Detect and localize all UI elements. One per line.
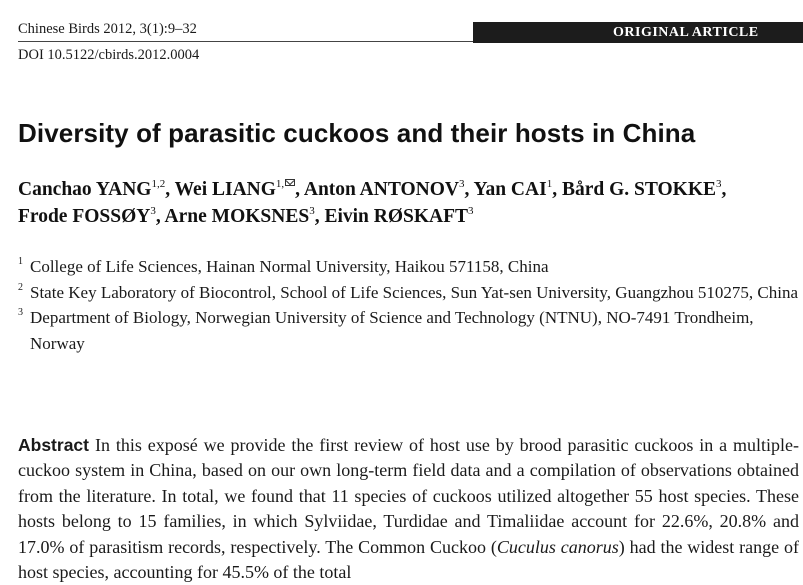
- affiliation-item: [18, 280, 803, 306]
- abstract-text: ) had the widest range of host species, accounting for 45.5% of the total: [18, 536, 799, 583]
- author-name: Wei LIANG: [174, 179, 276, 200]
- species-name: Cuculus canorus: [496, 536, 619, 557]
- author-affiliation-ref: 3: [459, 178, 465, 190]
- author-separator: ,: [721, 179, 727, 200]
- author-affiliation-ref: 3: [150, 205, 156, 217]
- affiliation-text: College of Life Sciences, Hainan Normal University, Haikou 571158, China: [30, 257, 549, 276]
- author-separator: ,: [155, 206, 165, 227]
- journal-citation: Chinese Birds 2012, 3(1):9–32: [18, 21, 197, 37]
- article-title: Diversity of parasitic cuckoos and their hosts in China: [18, 118, 696, 148]
- affiliation-number: 2: [18, 281, 23, 293]
- header-rule: [18, 41, 474, 42]
- abstract: [18, 433, 799, 585]
- author-affiliation-ref: 1: [546, 178, 553, 190]
- author-name: Yan CAI: [473, 179, 547, 200]
- author-separator: ,: [295, 179, 304, 200]
- abstract-text: In this exposé we provide the first review of host use by brood parasitic cuckoos in a multiple-cuckoo system in China, based on our own long-term field data and a compilation of observations obtained from the literature. In total, we found that 11 species of cuckoos utilized altogether 55 host species. These hosts belong to 15 families, in which Sylviidae, Turdidae and Timaliidae account for 22.6%, 20.8% and 17.0% of parasitism records, respectively. The Common Cuckoo (: [18, 435, 799, 557]
- author-affiliation-ref: 3: [468, 205, 474, 217]
- affiliation-text: Department of Biology, Norwegian University of Science and Technology (NTNU), NO-7491 Trondheim, Norway: [30, 308, 754, 353]
- affiliation-number: 1: [18, 256, 23, 267]
- author-list: [18, 176, 803, 230]
- author-separator: ,: [552, 179, 562, 200]
- doi[interactable]: DOI 10.5122/cbirds.2012.0004: [18, 47, 200, 63]
- author-name: Eivin RØSKAFT: [324, 206, 469, 227]
- author-separator: ,: [464, 179, 474, 200]
- affiliation-list: [18, 254, 803, 356]
- author-affiliation-ref: 3: [309, 205, 315, 217]
- affiliation-item: [18, 254, 803, 280]
- envelope-icon[interactable]: [285, 179, 295, 186]
- author-separator: ,: [314, 206, 325, 227]
- author-name: Frode FOSSØY: [18, 206, 151, 227]
- affiliation-text: State Key Laboratory of Biocontrol, School of Life Sciences, Sun Yat-sen University, Guangzhou 510275, China: [30, 282, 799, 302]
- author-name: Canchao YANG: [18, 179, 152, 200]
- article-type-banner: ORIGINAL ARTICLE: [473, 22, 803, 43]
- author-separator: ,: [165, 179, 175, 200]
- author-affiliation-ref: 1,: [275, 178, 285, 190]
- author-affiliation-ref: 3: [716, 178, 722, 190]
- author-name: Bård G. STOKKE: [561, 179, 716, 200]
- affiliation-item: [18, 305, 803, 356]
- author-affiliation-ref: 1,2: [151, 178, 166, 190]
- affiliation-number: 3: [18, 307, 23, 318]
- author-name: Arne MOKSNES: [164, 206, 310, 227]
- author-name: Anton ANTONOV: [303, 179, 459, 200]
- abstract-label: Abstract: [18, 435, 89, 455]
